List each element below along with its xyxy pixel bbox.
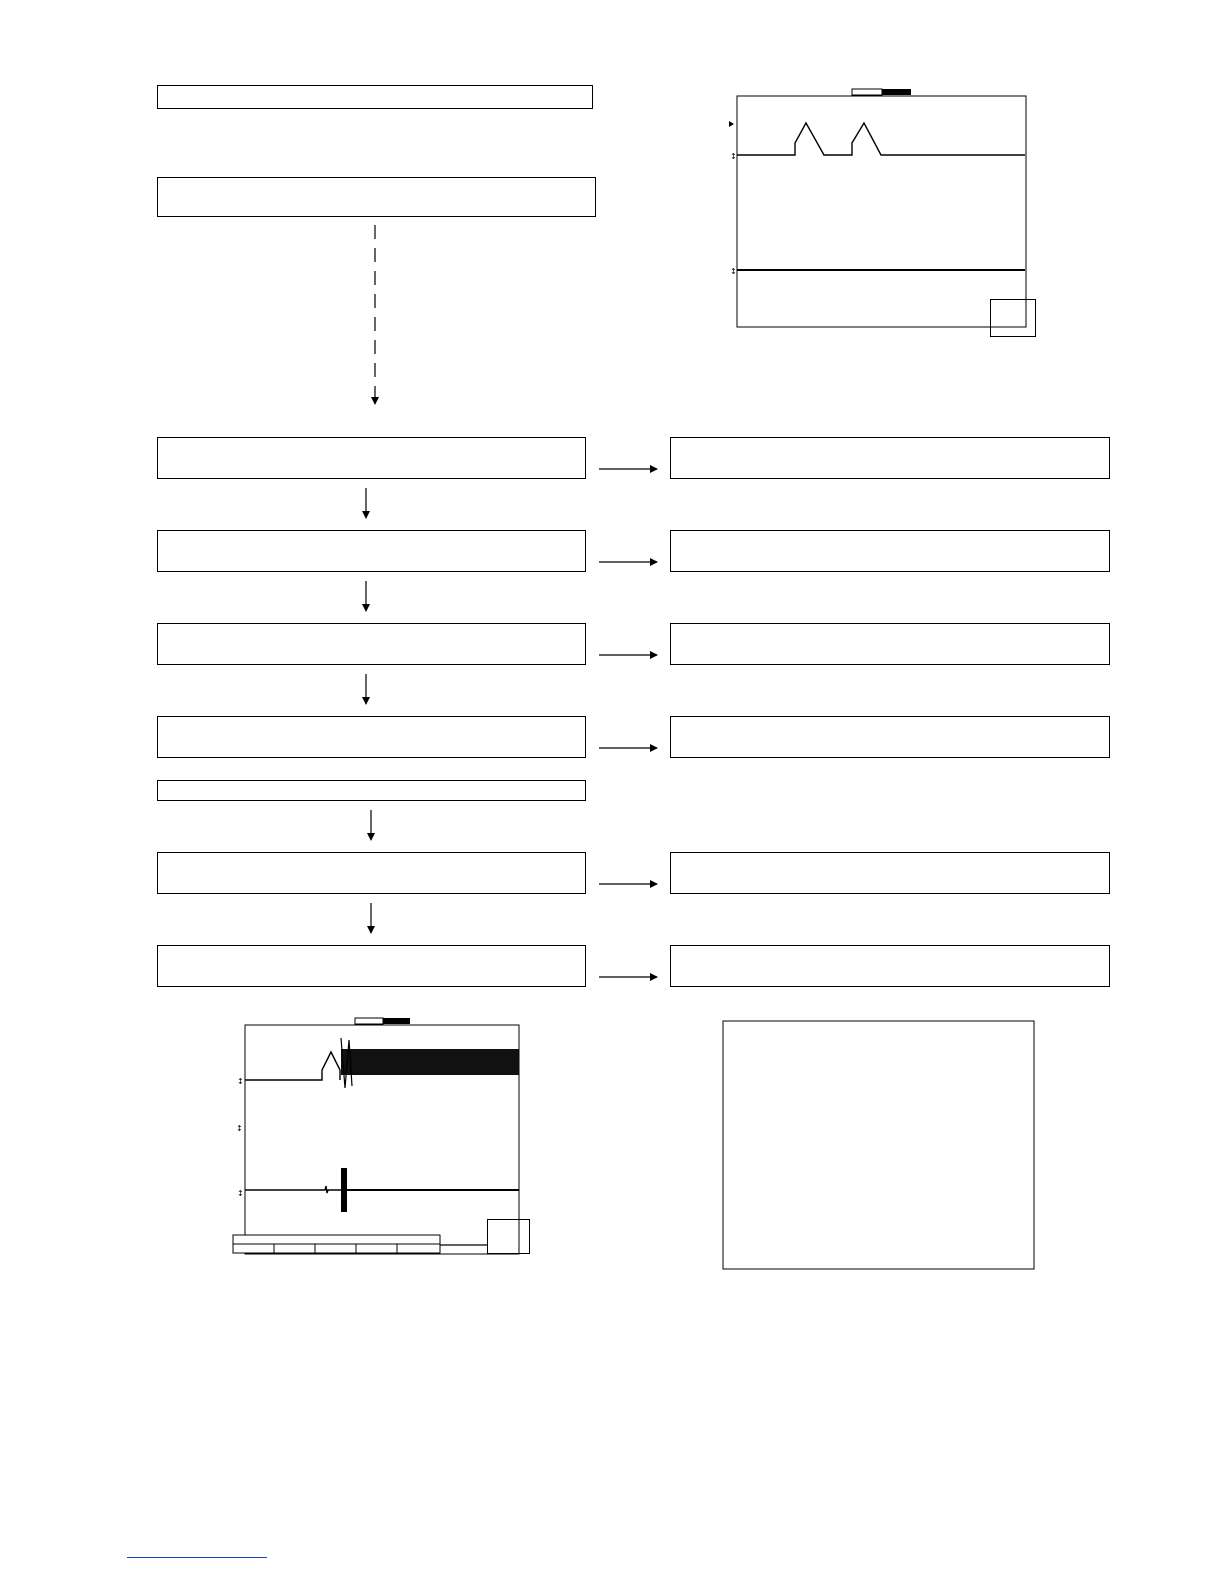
scope2-timebase-bar-dark [383, 1018, 410, 1024]
scope2-ch1-marker: ↕ [237, 1077, 244, 1086]
scope1-timebase-bar-dark [882, 89, 911, 95]
scope2-trace-1-noise-spike [341, 1038, 352, 1088]
scope1-timebase-bar-light [852, 89, 882, 95]
scope2-trace-1-noise-band [341, 1049, 519, 1075]
scope1-trigger-marker [729, 121, 734, 127]
scope2-timebase-bar-light [355, 1018, 383, 1024]
scope1-frame [737, 96, 1026, 327]
footer-link-underline [127, 1557, 267, 1558]
scope3-frame [723, 1021, 1034, 1269]
scope2-trace-2-burst [341, 1168, 347, 1212]
scope2-settings-row-top [233, 1235, 440, 1244]
scope1 [729, 89, 1026, 327]
scope1-ch1-marker: ↕ [730, 152, 737, 161]
scope2-settings-row [233, 1244, 440, 1253]
scope2-trace-1-start [245, 1052, 340, 1080]
scope2-ch2-marker: ↕ [236, 1124, 243, 1133]
scope1-ch2-marker: ↕ [730, 267, 737, 276]
scope1-trace-1 [737, 123, 1025, 155]
scope2-trace-2 [245, 1186, 341, 1193]
scope3 [723, 1021, 1034, 1269]
scope2 [233, 1018, 519, 1254]
scope2-ch3-marker: ↕ [237, 1189, 244, 1198]
